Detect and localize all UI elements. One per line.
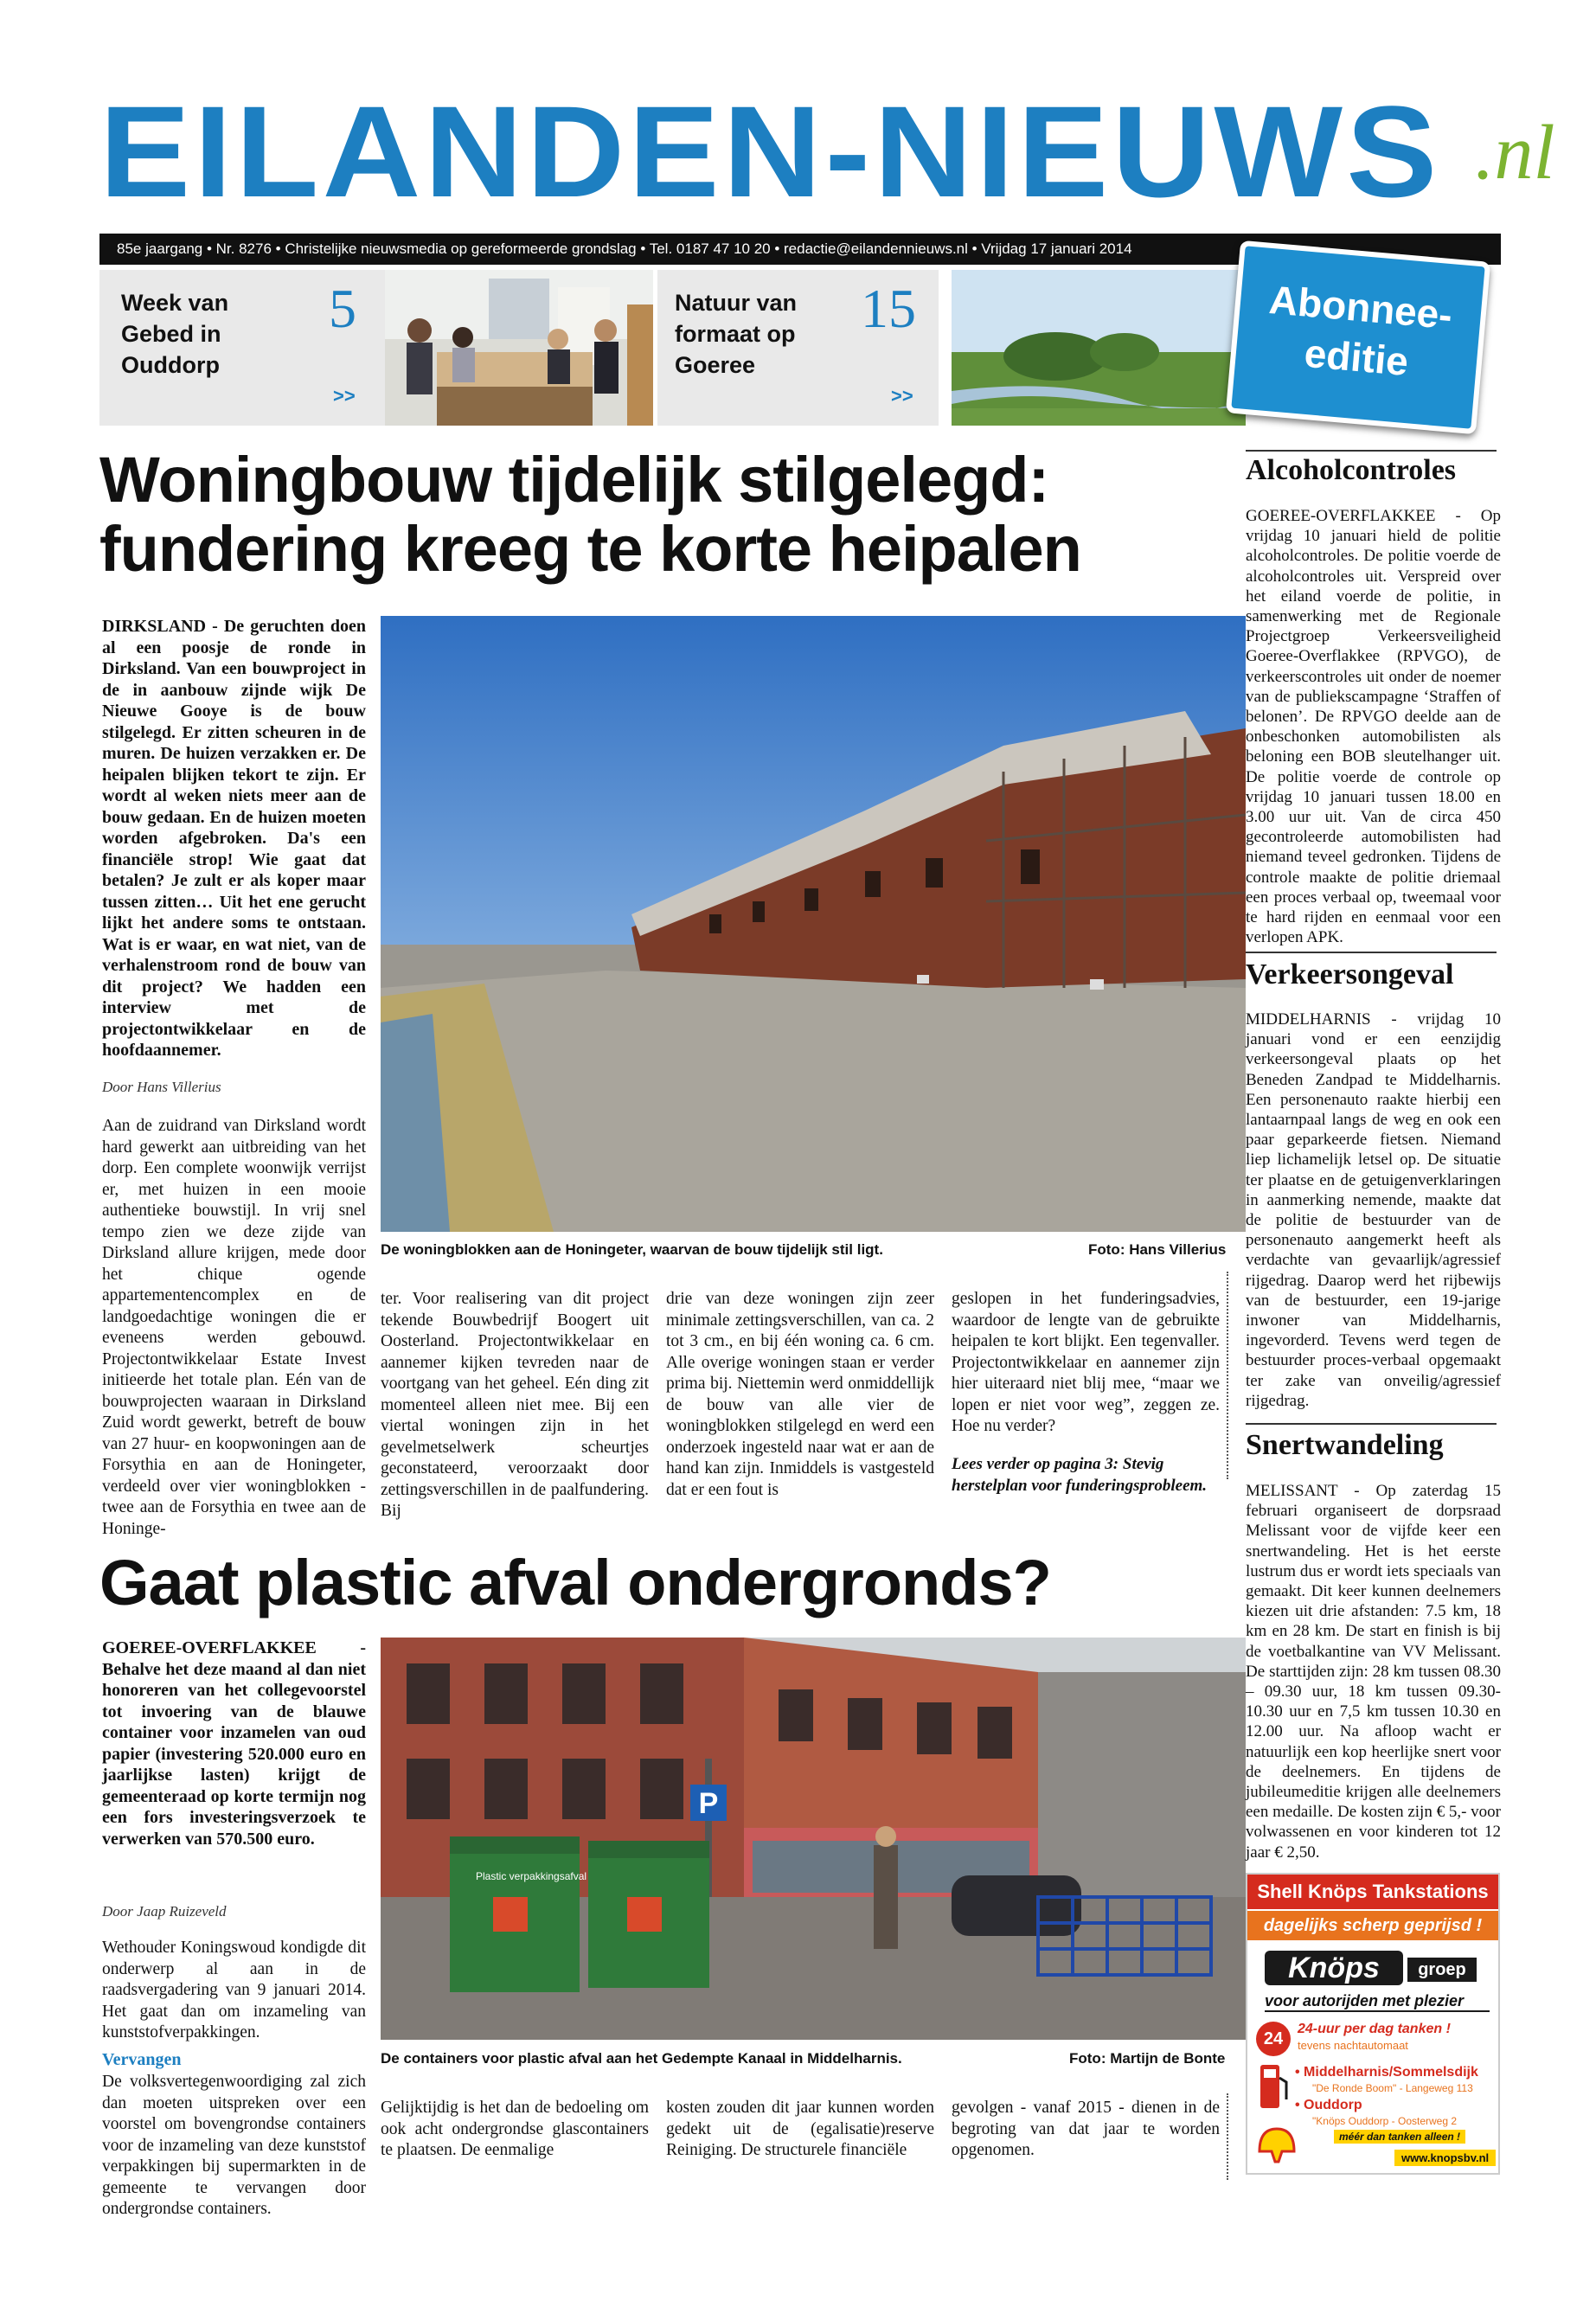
article-1-headline: Woningbouw tijdelijk stilgelegd: fundering kreeg te korte heipalen xyxy=(99,444,1081,585)
masthead xyxy=(99,79,1555,224)
sidebar-3-title: Snertwandeling xyxy=(1246,1429,1444,1461)
article-1-byline: Door Hans Villerius xyxy=(102,1079,221,1095)
ad-title: Shell Knöps Tankstations xyxy=(1247,1875,1498,1909)
sidebar-3-text: MELISSANT - Op zaterdag 15 februari organiseert de dorpsraad Melissant voor de vijfde keer een snertwandeling. Het is het eerste lustrum dus er wordt iets speciaals van gemaakt. Dit keer kunnen deelnemers kiezen uit drie afstanden: 7.5 km, 18 km en 28 km. De start en finish is bij de voetbalkantine van VV Melissant. De starttijden zijn: 28 km tussen 08.30 – 09.30 uur, 18 km tussen 09.30- 10.30 uur en 7,5 km tussen 10.30 en 12.00 uur. Na afloop wacht er natuurlijk een kop heerlijke snert voor de deelnemers. En tijdens de jubileumeditie krijgen alle deelnemers een medaille. De kosten zijn € 5,- voor volwassenen en voor kinderen tot 12 jaar € 2,50. xyxy=(1246,1482,1501,1862)
ad-logo: Knöps xyxy=(1265,1951,1403,1985)
teaser-2-photo[interactable] xyxy=(952,270,1246,426)
article-2-caption: De containers voor plastic afval aan het Gedempte Kanaal in Middelharnis. xyxy=(381,2050,902,2067)
ad-location-2: • Ouddorp xyxy=(1295,2098,1362,2112)
ad-location-2-address: "Knöps Ouddorp - Oosterweg 2 xyxy=(1312,2115,1458,2127)
ad-24h-line: 24-uur per dag tanken ! xyxy=(1298,2022,1451,2036)
article-2-col-4: gevolgen - vanaf 2015 - dienen in de begroting van dat jaar te worden opgenomen. xyxy=(952,2099,1220,2159)
masthead-title: EILANDEN-NIEUWS xyxy=(99,79,1441,224)
teaser-2-arrow[interactable]: >> xyxy=(891,385,913,407)
article-2-para-2: De volksvertegenwoordiging zal zich dan moeten uitspreken over een voorstel om bovengrondse containers voor de inzameling van deze kunststof verpakkingen bij supermarkten in de gemeente te vervangen door ondergrondse containers. xyxy=(102,2073,366,2218)
parking-sign: P xyxy=(698,1787,719,1820)
ad-night-line: tevens nachtautomaat xyxy=(1298,2039,1408,2052)
article-2-col-3: kosten zouden dit jaar kunnen worden gedekt uit de (egalisatie)reserve Reiniging. De structurele financiële xyxy=(666,2099,934,2159)
article-1-caption: De woningblokken aan de Honingeter, waarvan de bouw tijdelijk stil ligt. xyxy=(381,1241,883,1258)
sidebar-2-text: MIDDELHARNIS - vrijdag 10 januari vond er een eenzijdig verkeersongeval plaats op het Beneden Zandpad te Middelharnis. Een personenauto raakte hierbij een lantaarnpaal langs de weg en ook een paar geparkeerde fietsen. Niemand liep lichamelijk letsel op. De situatie ter plaatse en de getuigenverklaringen in aanmerking nemende, maakte dat de politie de bestuurder van de personenauto aangemerkt heeft als verdachte van gevaarlijk/agressief rijgedrag. Daarop werd het rijbewijs van de bestuurder, een 19-jarige inwoner van Middelharnis, ingevorderd. Tevens werd tegen de bestuurder proces-verbaal opgemaakt ter zake van onveilig/agressief rijgedrag. xyxy=(1246,1010,1501,1410)
abonnee-editie-badge: Abonnee- editie xyxy=(1226,240,1490,435)
teaser-1-arrow[interactable]: >> xyxy=(333,385,356,407)
article-1-col-1: Aan de zuidrand van Dirksland wordt hard gewerkt aan uitbreiding van het dorp. Een complete woonwijk verrijst er, met huizen in een mooie authentieke bouwstijl. In vrij snel tempo zien we deze zijde van Dirksland allure krijgen, mede door het chique ogende appartementencomplex en de landgoedachtige woningen die er eveneens werden gebouwd. Projectontwikkelaar Estate Invest initieerde het totale plan. Eén van de bouwprojecten waaraan in Dirksland Zuid wordt gewerkt, betreft de bouw van 27 huur- en koopwoningen aan de Forsythia en aan de Honingeter, verdeeld over vier woningblokken - twee aan de Forsythia en twee aan de Honinge- xyxy=(102,1117,366,1538)
knops-advert[interactable] xyxy=(1246,1873,1500,2175)
teaser-1-page: 5 xyxy=(329,278,356,339)
ad-location-1: • Middelharnis/Sommelsdijk xyxy=(1295,2065,1478,2080)
teaser-2-title: Natuur van formaat op Goeree xyxy=(675,290,798,378)
article-2-subhead: Vervangen xyxy=(102,2050,182,2069)
shell-logo-icon xyxy=(1256,2125,1298,2164)
article-1-credit: Foto: Hans Villerius xyxy=(1088,1241,1227,1258)
container-label: Plastic verpakkingsafval xyxy=(476,1870,587,1882)
teaser-1-photo[interactable] xyxy=(385,270,653,426)
ad-slogan: dagelijks scherp geprijsd ! xyxy=(1247,1911,1498,1940)
ad-24h-badge: 24 xyxy=(1256,2022,1291,2056)
article-2-byline: Door Jaap Ruizeveld xyxy=(102,1903,227,1920)
sidebar-2-title: Verkeersongeval xyxy=(1246,958,1454,990)
article-2-photo[interactable] xyxy=(381,1638,1246,2040)
ad-more: méér dan tanken alleen ! xyxy=(1334,2130,1465,2144)
article-2-col-2: Gelijktijdig is het dan de bedoeling om ook acht ondergrondse glascontainers te plaatsen. De eenmalige xyxy=(381,2099,649,2159)
ad-logo-tag: groep xyxy=(1407,1958,1477,1982)
ad-motto: voor autorijden met plezier xyxy=(1265,1992,1490,2012)
ad-location-1-address: "De Ronde Boom" - Langeweg 113 xyxy=(1312,2082,1473,2094)
article-2-headline: Gaat plastic afval ondergronds? xyxy=(99,1547,1051,1618)
article-1-continued-link[interactable]: Lees verder op pagina 3: Stevig herstelplan voor funderingsprobleem. xyxy=(952,1455,1208,1495)
article-2-lead: GOEREE-OVERFLAKKEE - Behalve het deze maand al dan niet honoreren van het collegevoorstel tot invoering van de blauwe container voor inzamelen van oud papier (investering 520.000 euro en jaarlijkse lasten) krijgt de gemeenteraad op korte termijn nog een fors investeringsverzoek te verwerken van 570.500 euro. xyxy=(102,1638,366,1849)
sidebar-1-text: GOEREE-OVERFLAKKEE - Op vrijdag 10 januari hield de politie alcoholcontroles. De politie voerde de alcoholcontroles uit. Verspreid over het eiland voerde de politie, in samenwerking met de Regionale Projectgroep Verkeersveiligheid Goeree-Overflakkee (RPVGO), de verkeerscontroles uit onder de noemer van de publiekscampagne ‘Straffen of belonen’. De RPVGO deelde aan de onbeschonken automobilisten als beloning een BOB sleutelhanger uit. De politie voerde de controle op vrijdag 10 januari tussen 18.00 en 3.00 uur uit. Van de circa 450 gecontroleerde automobilisten had niemand teveel gedronken. Tijdens de controle maakte de politie driemaal een proces verbaal op, tweemaal voor te hard rijden en eenmaal voor een verlopen APK. xyxy=(1246,507,1501,947)
article-1-lead: DIRKSLAND - De geruchten doen al een poosje de ronde in Dirksland. Van een bouwproject in de in aanbouw zijnde wijk De Nieuwe Gooye is de bouw stilgelegd. Er zitten scheuren in de muren. De huizen verzakken er. De heipalen blijken tekort te zijn. Er wordt al weken niets meer aan de bouw gedaan. En de huizen moeten worden afgebroken. Da's een financiële strop! Wie gaat dat betalen? Je zult er als koper maar tussen zitten… Uit het ene gerucht lijkt het andere soms te ontstaan. Wat is er waar, en wat niet, van de verhalenstroom rond de bouw van dit project? We hadden een interview met de projectontwikkelaar en de hoofdaannemer. xyxy=(102,617,366,1060)
masthead-suffix: .nl xyxy=(1475,110,1555,195)
article-1-photo[interactable] xyxy=(381,616,1246,1232)
teaser-2-page: 15 xyxy=(861,278,916,339)
article-1-col-2: ter. Voor realisering van dit project tekende Bouwbedrijf Boogert uit Oosterland. Projectontwikkelaar en aannemer kijken tevreden naar de voortgang van het geheel. Eén ding zit momenteel alleen niet mee. Bij een viertal woningen zijn in het gevelmetselwerk scheurtjes geconstateerd, veroorzaakt door zettingsverschillen in de paalfundering. Bij xyxy=(381,1290,649,1520)
teaser-1-box[interactable] xyxy=(99,270,316,426)
article-1-col-4: geslopen in het funderingsadvies, waardoor de lengte van de gebruikte heipalen te kort blijkt. Een tegenvaller. Projectontwikkelaar en aannemer zijn hier uiteraard niet blij mee, “maar we lopen er niet voor weg”, zeggen ze. Hoe nu verder? xyxy=(952,1290,1220,1435)
sidebar-1-title: Alcoholcontroles xyxy=(1246,454,1457,486)
ad-url[interactable]: www.knopsbv.nl xyxy=(1394,2150,1496,2166)
article-2-credit: Foto: Martijn de Bonte xyxy=(1069,2050,1226,2067)
article-2-para-1: Wethouder Koningswoud kondigde dit onderwerp al aan in de raadsvergadering van 9 januari 2014. Het gaat dan om inzameling van kunststofverpakkingen. xyxy=(102,1939,366,2041)
article-1-col-3: drie van deze woningen zijn zeer minimale zettingsverschillen, van ca. 2 tot 3 cm., en bij één woning ca. 6 cm. Alle overige woningen staan er verder prima bij. Niettemin werd onmiddellijk de bouw van alle vier de woningblokken stilgelegd en werd een onderzoek ingesteld naar wat er aan de hand kan zijn. Inmiddels is vastgesteld dat er een fout is xyxy=(666,1290,934,1499)
issue-info-bar: 85e jaargang • Nr. 8276 • Christelijke nieuwsmedia op gereformeerde grondslag • Tel. 0187 47 10 20 • redactie@eilandennieuws.nl • Vrijdag 17 januari 2014 xyxy=(99,234,1501,265)
fuel-pump-icon xyxy=(1256,2061,1291,2112)
teaser-1-title: Week van Gebed in Ouddorp xyxy=(121,290,229,378)
